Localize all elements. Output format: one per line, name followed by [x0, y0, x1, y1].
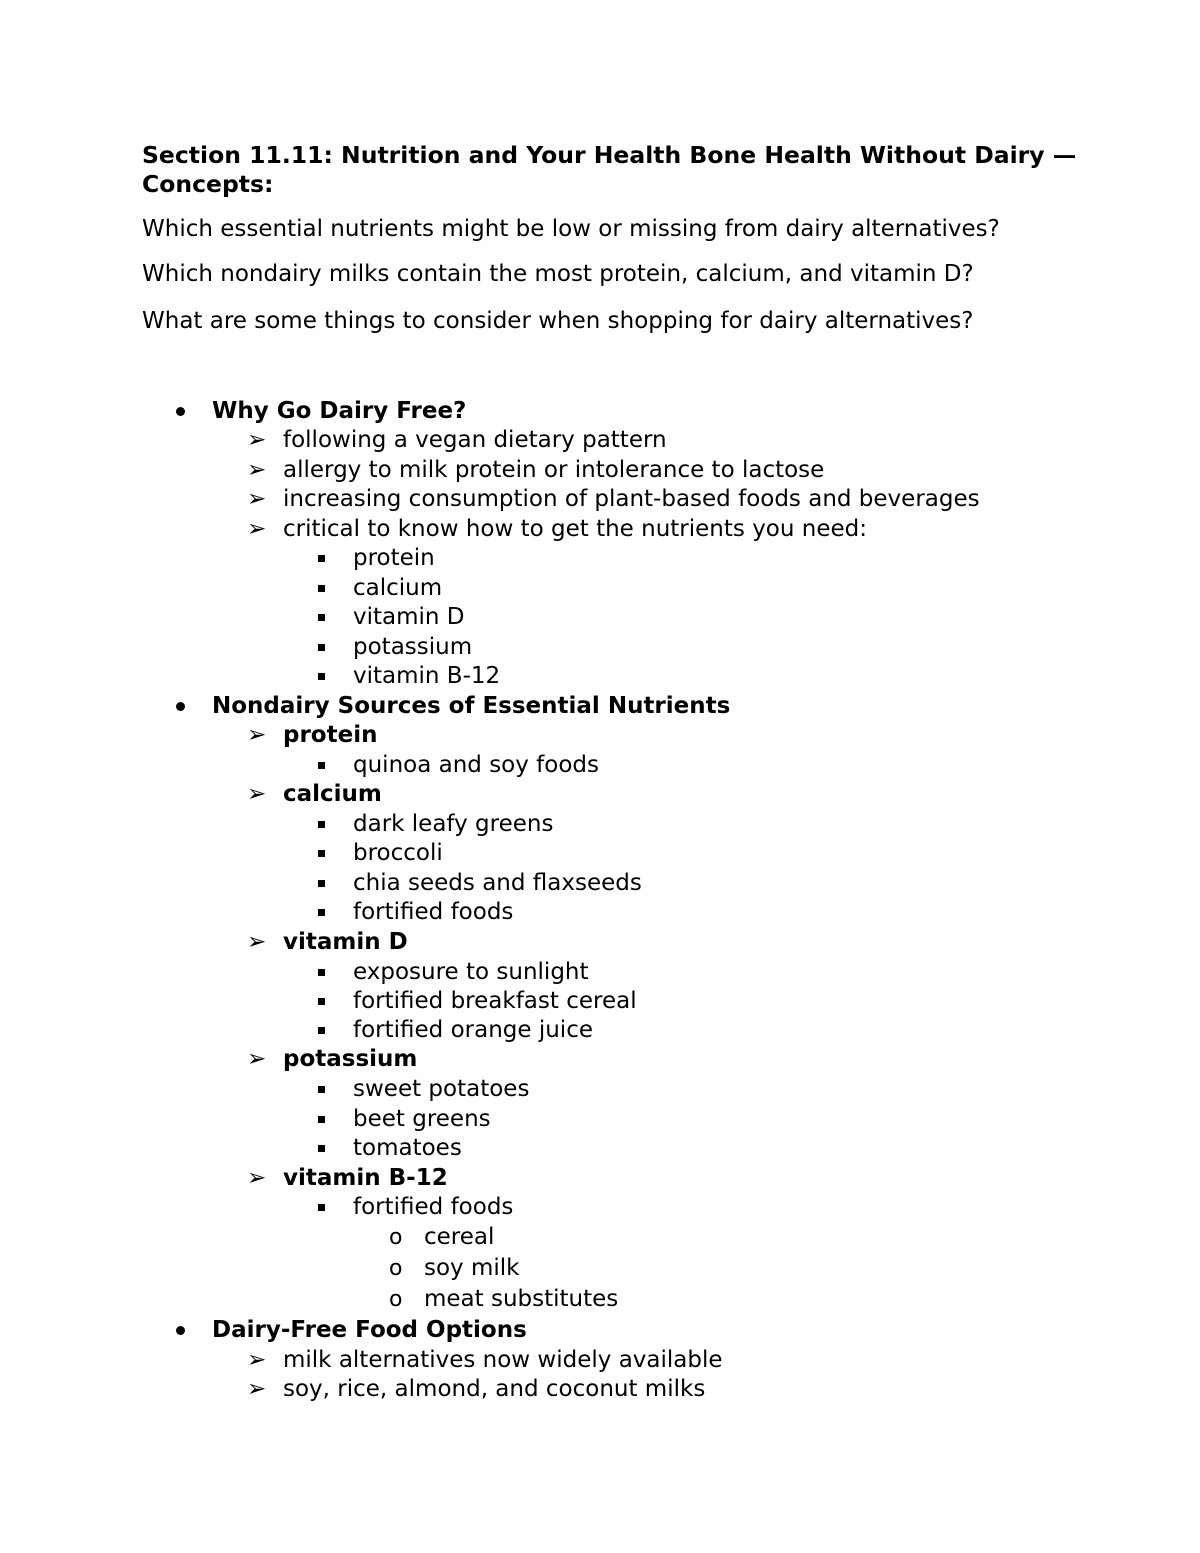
arrowhead-bullet-icon: ➢	[247, 1347, 267, 1373]
circle-bullet-icon: o	[389, 1225, 403, 1250]
arrowhead-bullet-icon: ➢	[247, 486, 267, 512]
square-bullet-icon	[318, 897, 325, 927]
list-item: critical to know how to get the nutrients you need:	[283, 516, 867, 542]
square-bullet-icon	[318, 632, 325, 662]
nutrient-group-title: vitamin D	[283, 929, 408, 955]
list-item: dark leafy greens	[353, 811, 554, 837]
list-item: fortified foods	[353, 899, 514, 925]
square-bullet-icon	[318, 838, 325, 868]
arrowhead-bullet-icon: ➢	[247, 929, 267, 955]
square-bullet-icon	[318, 602, 325, 632]
list-item: soy milk	[424, 1255, 520, 1281]
list-item: fortified orange juice	[353, 1017, 593, 1043]
arrowhead-bullet-icon: ➢	[247, 457, 267, 483]
list-item: vitamin D	[353, 604, 465, 630]
document-title: Section 11.11: Nutrition and Your Health Bone Health Without Dairy —Concepts:	[142, 141, 1077, 198]
list-item: beet greens	[353, 1106, 491, 1132]
square-bullet-icon	[318, 750, 325, 780]
square-bullet-icon	[318, 1192, 325, 1222]
square-bullet-icon	[318, 868, 325, 898]
question-2: Which nondairy milks contain the most protein, calcium, and vitamin D?	[142, 261, 974, 287]
circle-bullet-icon: o	[389, 1256, 403, 1281]
square-bullet-icon	[318, 1133, 325, 1163]
list-item: quinoa and soy foods	[353, 752, 600, 778]
arrowhead-bullet-icon: ➢	[247, 427, 267, 453]
list-item: protein	[353, 545, 435, 571]
nutrient-group-title: vitamin B-12	[283, 1165, 448, 1191]
section-heading: Why Go Dairy Free?	[212, 398, 467, 424]
list-item: fortified breakfast cereal	[353, 988, 637, 1014]
list-item: calcium	[353, 575, 443, 601]
list-item: soy, rice, almond, and coconut milks	[283, 1376, 706, 1402]
circle-bullet-icon: o	[389, 1287, 403, 1312]
list-item: cereal	[424, 1224, 495, 1250]
square-bullet-icon	[318, 661, 325, 691]
square-bullet-icon	[318, 809, 325, 839]
list-item: allergy to milk protein or intolerance to lactose	[283, 457, 825, 483]
section-heading: Nondairy Sources of Essential Nutrients	[212, 693, 731, 719]
list-item: increasing consumption of plant-based foods and beverages	[283, 486, 980, 512]
arrowhead-bullet-icon: ➢	[247, 1376, 267, 1402]
nutrient-group-title: protein	[283, 722, 378, 748]
square-bullet-icon	[318, 1104, 325, 1134]
square-bullet-icon	[318, 1074, 325, 1104]
list-item: following a vegan dietary pattern	[283, 427, 667, 453]
arrowhead-bullet-icon: ➢	[247, 1165, 267, 1191]
nutrient-group-title: potassium	[283, 1046, 418, 1072]
square-bullet-icon	[318, 543, 325, 573]
list-item: sweet potatoes	[353, 1076, 530, 1102]
list-item: chia seeds and flaxseeds	[353, 870, 642, 896]
list-item: vitamin B-12	[353, 663, 501, 689]
question-3: What are some things to consider when shopping for dairy alternatives?	[142, 308, 974, 334]
question-1: Which essential nutrients might be low or missing from dairy alternatives?	[142, 216, 1000, 242]
list-item: fortified foods	[353, 1194, 514, 1220]
list-item: tomatoes	[353, 1135, 462, 1161]
square-bullet-icon	[318, 1015, 325, 1045]
list-item: exposure to sunlight	[353, 959, 589, 985]
bullet-disc-icon	[176, 396, 185, 426]
square-bullet-icon	[318, 573, 325, 603]
bullet-disc-icon	[176, 1315, 185, 1345]
square-bullet-icon	[318, 957, 325, 987]
section-heading: Dairy-Free Food Options	[212, 1317, 527, 1343]
arrowhead-bullet-icon: ➢	[247, 722, 267, 748]
list-item: milk alternatives now widely available	[283, 1347, 723, 1373]
list-item: potassium	[353, 634, 473, 660]
list-item: meat substitutes	[424, 1286, 619, 1312]
nutrient-group-title: calcium	[283, 781, 382, 807]
square-bullet-icon	[318, 986, 325, 1016]
bullet-disc-icon	[176, 691, 185, 721]
list-item: broccoli	[353, 840, 443, 866]
arrowhead-bullet-icon: ➢	[247, 1046, 267, 1072]
arrowhead-bullet-icon: ➢	[247, 516, 267, 542]
arrowhead-bullet-icon: ➢	[247, 781, 267, 807]
